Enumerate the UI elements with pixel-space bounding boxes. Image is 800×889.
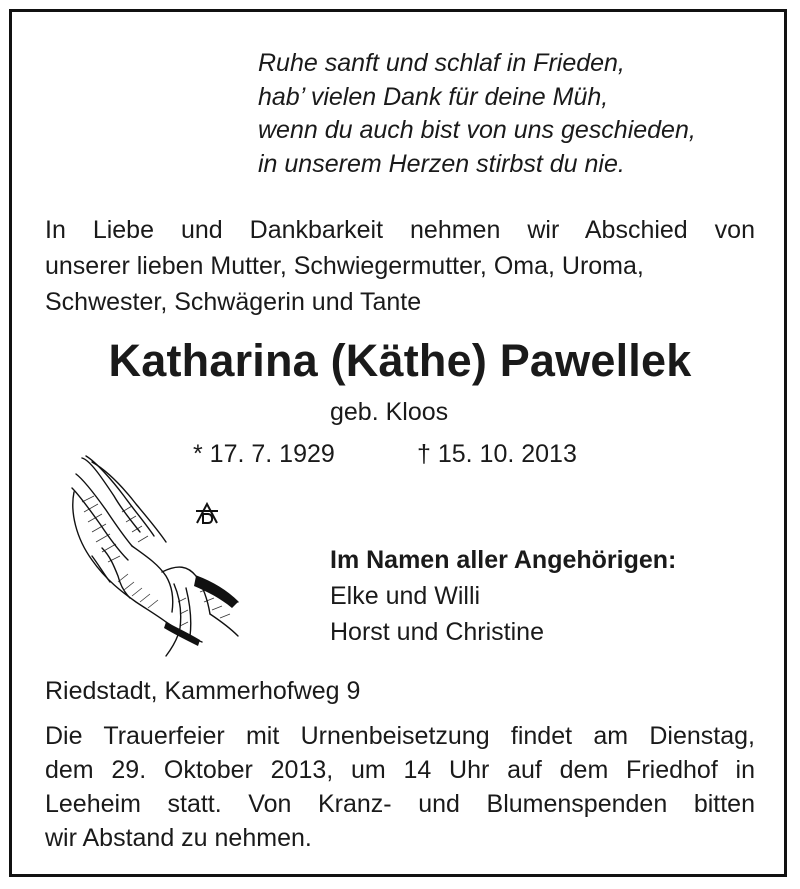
funeral-notice xyxy=(45,719,755,855)
praying-hands-icon xyxy=(62,452,244,662)
notice-line: dem 29. Oktober 2013, um 14 Uhr auf dem Friedhof in xyxy=(45,756,755,784)
monogram xyxy=(195,501,219,531)
death-date: † 15. 10. 2013 xyxy=(417,440,577,468)
notice-line: Leeheim statt. Von Kranz- und Blumenspenden bitten xyxy=(45,790,755,818)
intro-line: In Liebe und Dankbarkeit nehmen wir Abschied von xyxy=(45,216,755,244)
poem-line: Ruhe sanft und schlaf in Frieden, xyxy=(258,49,625,77)
poem-line: wenn du auch bist von uns geschieden, xyxy=(258,116,696,144)
birth-name: geb. Kloos xyxy=(330,398,449,426)
mourner-name: Horst und Christine xyxy=(330,618,544,646)
birth-date: * 17. 7. 1929 xyxy=(193,440,335,468)
poem xyxy=(258,47,696,181)
mourners-heading: Im Namen aller Angehörigen: xyxy=(330,546,677,574)
notice-line: Die Trauerfeier mit Urnenbeisetzung findet am Dienstag, xyxy=(45,722,755,750)
poem-line: hab’ vielen Dank für deine Müh, xyxy=(258,82,609,111)
mourner-name: Elke und Willi xyxy=(330,582,481,610)
notice-line: wir Abstand zu nehmen. xyxy=(45,824,312,852)
intro-line: Schwester, Schwägerin und Tante xyxy=(45,288,422,316)
mourners xyxy=(330,542,676,650)
intro-line: unserer lieben Mutter, Schwiegermutter, Oma, Uroma, xyxy=(45,252,644,280)
poem-line: in unserem Herzen stirbst du nie. xyxy=(258,149,625,178)
intro-text xyxy=(45,212,755,320)
address: Riedstadt, Kammerhofweg 9 xyxy=(45,677,361,705)
deceased-name: Katharina (Käthe) Pawellek xyxy=(108,335,692,386)
monogram-icon xyxy=(195,501,219,525)
